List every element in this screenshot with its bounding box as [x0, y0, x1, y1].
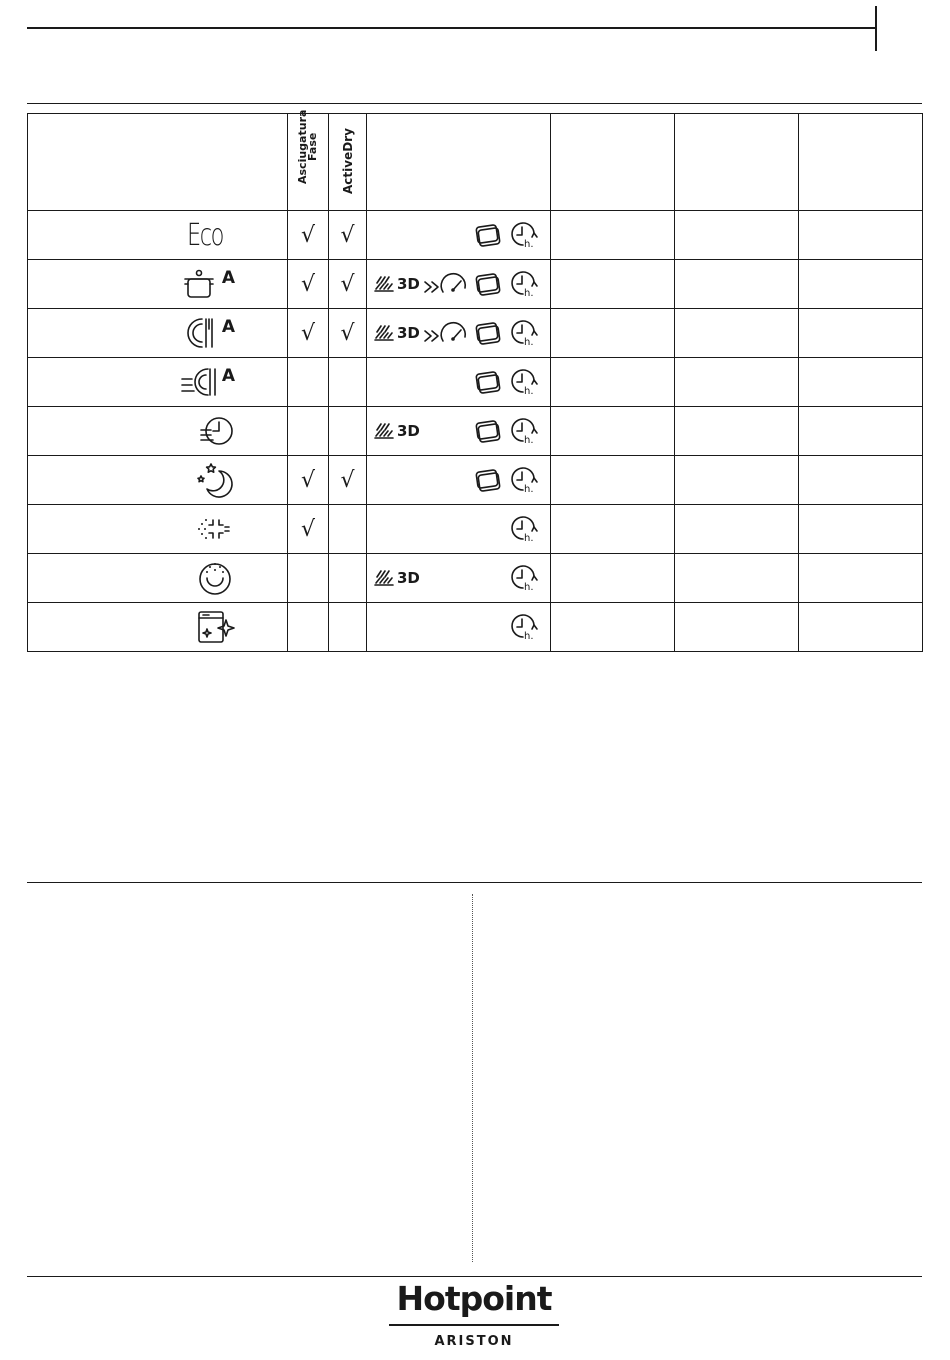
empty-cell: [799, 554, 923, 603]
empty-cell: [675, 309, 799, 358]
check-mark: [329, 358, 366, 406]
empty-cell: [675, 456, 799, 505]
tablet-icon: [473, 467, 503, 493]
table-row: [28, 505, 923, 554]
table-row: [28, 554, 923, 603]
delay-timer-icon: [509, 612, 539, 642]
check-mark: √: [300, 467, 316, 493]
empty-cell: [799, 603, 923, 652]
activedry-cell: [329, 309, 367, 358]
auto-label: A: [221, 268, 235, 288]
check-mark: √: [300, 320, 316, 346]
activedry-cell: [329, 456, 367, 505]
delay-timer-icon: [509, 465, 539, 495]
check-mark: √: [340, 271, 355, 297]
logo-sub: ARISTON: [434, 1334, 514, 1349]
asciugatura-fase-cell: [288, 456, 329, 505]
auto-label: A: [221, 317, 235, 337]
empty-cell: [799, 505, 923, 554]
check-mark: [329, 407, 366, 455]
pot-auto-icon: [184, 264, 235, 304]
program-cell: [28, 260, 288, 309]
empty-cell: [799, 407, 923, 456]
zone-wash-3d-icon: [373, 275, 420, 293]
tablet-icon: [473, 320, 503, 346]
activedry-cell: [329, 407, 367, 456]
program-cell: [28, 358, 288, 407]
options-cell: [367, 407, 551, 456]
asciugatura-fase-cell: [288, 211, 329, 260]
empty-cell: [799, 456, 923, 505]
zone-wash-label: 3D: [397, 569, 420, 587]
table-row: [28, 358, 923, 407]
section-rule-2: [27, 882, 922, 883]
options-cell: [367, 260, 551, 309]
header-fase-label: Fase: [306, 132, 319, 161]
check-mark: √: [300, 271, 316, 297]
svg-text:h.: h.: [524, 239, 534, 250]
header-col6: [675, 114, 799, 211]
empty-cell: [551, 309, 675, 358]
rinse-icon: [195, 558, 235, 598]
header-col7: [799, 114, 923, 211]
zone-wash-label: 3D: [397, 422, 420, 440]
table-row: [28, 603, 923, 652]
empty-cell: [799, 309, 923, 358]
empty-cell: [675, 211, 799, 260]
program-cell: [28, 505, 288, 554]
empty-cell: [675, 358, 799, 407]
program-cell: [28, 309, 288, 358]
program-cell: [28, 407, 288, 456]
empty-cell: [675, 505, 799, 554]
check-mark: [329, 505, 366, 553]
options-cell: [367, 505, 551, 554]
delay-timer-icon: [509, 563, 539, 593]
section-rule-1: [27, 103, 922, 104]
quick-wash-clock-icon: [195, 411, 235, 451]
svg-text:h.: h.: [524, 533, 534, 544]
empty-cell: [675, 260, 799, 309]
options-cell: [367, 456, 551, 505]
empty-cell: [551, 260, 675, 309]
svg-text:h.: h.: [524, 435, 534, 446]
eco-text: [187, 215, 235, 255]
header-activedry-label: ActiveDry: [340, 128, 355, 194]
check-mark: [288, 358, 328, 406]
self-clean-icon: [195, 607, 235, 647]
empty-cell: [551, 456, 675, 505]
header-asciugatura-label: Asciugatura: [296, 109, 309, 184]
top-rule: [27, 27, 875, 29]
check-mark: [288, 554, 328, 602]
header-program: [28, 114, 288, 211]
empty-cell: [799, 260, 923, 309]
header-activedry: [329, 114, 367, 211]
empty-cell: [551, 505, 675, 554]
header-options: [367, 114, 551, 211]
empty-cell: [551, 603, 675, 652]
program-cell: [28, 211, 288, 260]
activedry-cell: [329, 260, 367, 309]
hotpoint-ariston-logo: [389, 1280, 559, 1349]
eco-label: Eco: [187, 217, 224, 253]
table-row: [28, 211, 923, 260]
empty-cell: [675, 603, 799, 652]
empty-cell: [675, 554, 799, 603]
empty-cell: [551, 358, 675, 407]
svg-text:h.: h.: [524, 582, 534, 593]
delay-timer-icon: [509, 269, 539, 299]
empty-cell: [799, 211, 923, 260]
logo-bar: [389, 1324, 559, 1326]
check-mark: [329, 603, 366, 651]
activedry-cell: [329, 603, 367, 652]
activedry-cell: [329, 358, 367, 407]
fast-plate-auto-icon: [180, 362, 235, 402]
svg-text:h.: h.: [524, 484, 534, 495]
asciugatura-fase-cell: [288, 260, 329, 309]
activedry-cell: [329, 505, 367, 554]
logo-brand: Hotpoint: [396, 1279, 552, 1318]
check-mark: [288, 603, 328, 651]
header-col5: [551, 114, 675, 211]
program-cell: [28, 554, 288, 603]
zone-wash-3d-icon: [373, 324, 420, 342]
asciugatura-fase-cell: [288, 554, 329, 603]
turbo-speed-icon: [423, 270, 469, 298]
check-mark: √: [340, 222, 355, 248]
check-mark: √: [340, 467, 355, 493]
tablet-icon: [473, 418, 503, 444]
program-cell: [28, 456, 288, 505]
asciugatura-fase-cell: [288, 309, 329, 358]
asciugatura-fase-cell: [288, 505, 329, 554]
empty-cell: [551, 407, 675, 456]
program-table: [27, 109, 923, 652]
sanitize-icon: [195, 509, 235, 549]
table-row: [28, 260, 923, 309]
column-divider: [472, 894, 473, 1262]
delay-timer-icon: [509, 220, 539, 250]
svg-text:h.: h.: [524, 631, 534, 642]
table-row: [28, 456, 923, 505]
asciugatura-fase-cell: [288, 407, 329, 456]
options-cell: [367, 603, 551, 652]
table-row: [28, 309, 923, 358]
activedry-cell: [329, 211, 367, 260]
tablet-icon: [473, 222, 503, 248]
empty-cell: [551, 211, 675, 260]
zone-wash-3d-icon: [373, 422, 420, 440]
zone-wash-label: 3D: [397, 275, 420, 293]
asciugatura-fase-cell: [288, 358, 329, 407]
top-corner-mark: [875, 6, 877, 51]
asciugatura-fase-cell: [288, 603, 329, 652]
svg-text:h.: h.: [524, 337, 534, 348]
options-cell: [367, 309, 551, 358]
activedry-cell: [329, 554, 367, 603]
tablet-icon: [473, 271, 503, 297]
check-mark: [329, 554, 366, 602]
options-cell: [367, 358, 551, 407]
night-moon-icon: [195, 460, 235, 500]
program-cell: [28, 603, 288, 652]
table-header-row: [28, 114, 923, 211]
check-mark: √: [300, 222, 316, 248]
svg-text:h.: h.: [524, 386, 534, 397]
zone-wash-3d-icon: [373, 569, 420, 587]
table-row: [28, 407, 923, 456]
turbo-speed-icon: [423, 319, 469, 347]
check-mark: √: [340, 320, 355, 346]
svg-text:h.: h.: [524, 288, 534, 299]
header-asciugatura-fase: [288, 109, 329, 211]
delay-timer-icon: [509, 416, 539, 446]
plate-cutlery-auto-icon: [184, 313, 235, 353]
options-cell: [367, 211, 551, 260]
empty-cell: [675, 407, 799, 456]
empty-cell: [551, 554, 675, 603]
tablet-icon: [473, 369, 503, 395]
auto-label: A: [221, 366, 235, 386]
options-cell: [367, 554, 551, 603]
empty-cell: [799, 358, 923, 407]
check-mark: [288, 407, 328, 455]
zone-wash-label: 3D: [397, 324, 420, 342]
delay-timer-icon: [509, 514, 539, 544]
delay-timer-icon: [509, 318, 539, 348]
delay-timer-icon: [509, 367, 539, 397]
check-mark: √: [300, 516, 316, 542]
footer-rule: [27, 1276, 922, 1277]
